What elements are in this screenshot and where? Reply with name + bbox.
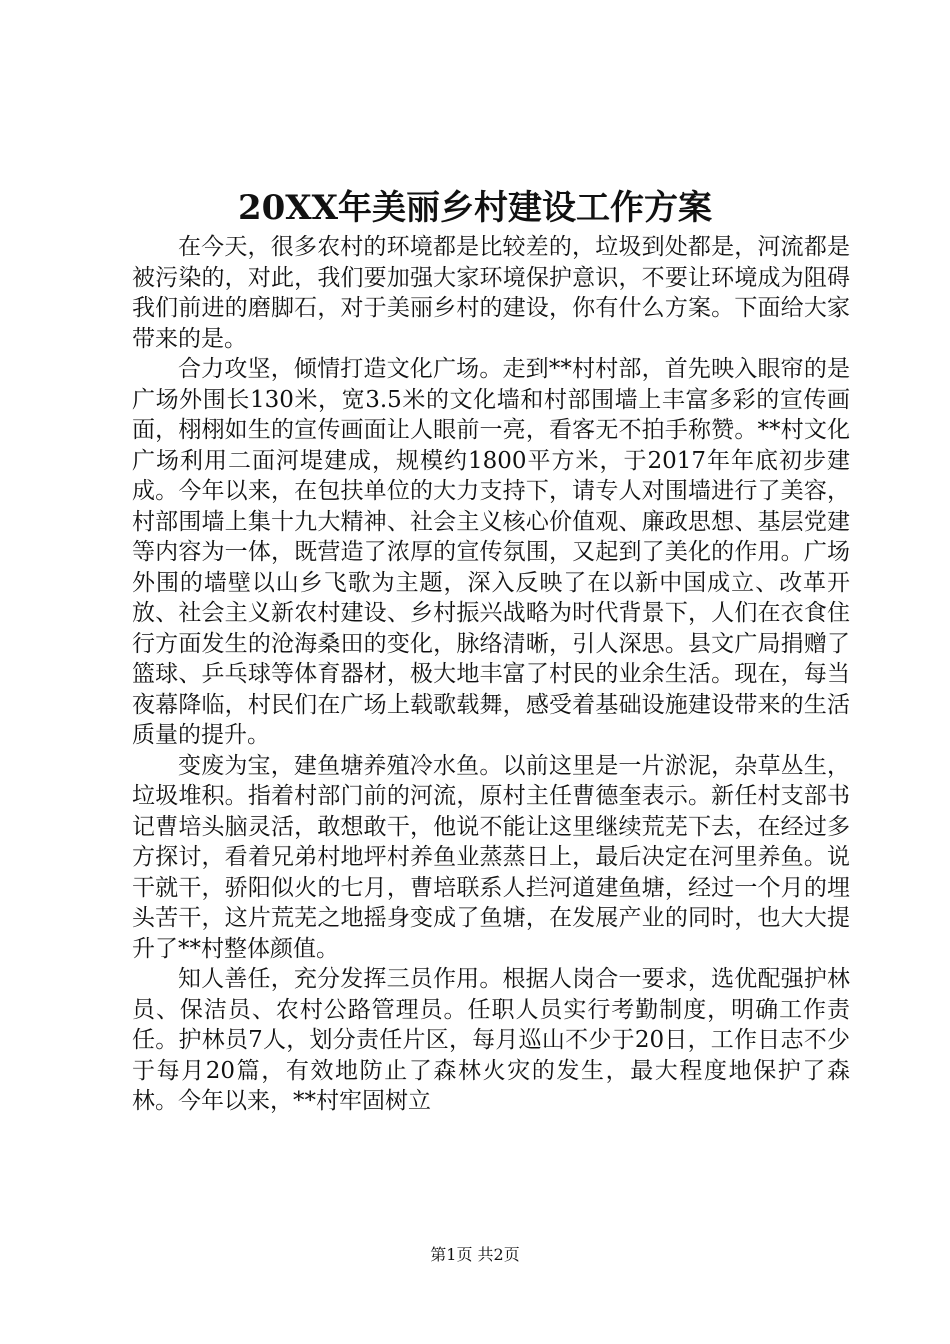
paragraph-fish-pond: 变废为宝，建鱼塘养殖冷水鱼。以前这里是一片淤泥，杂草丛生，垃圾堆积。指着村部门前的河流，原村主任曹德奎表示。新任村支部书记曹培头脑灵活，敢想敢干，他说不能让这里继续荒芜下去，在经过多方探讨，看着兄弟村地坪村养鱼业蒸蒸日上，最后决定在河里养鱼。说干就干，骄阳似火的七月，曹培联系人拦河道建鱼塘，经过一个月的埋头苦干，这片荒芜之地摇身变成了鱼塘，在发展产业的同时，也大大提升了**村整体颜值。 <box>132 752 850 962</box>
paragraph-intro: 在今天，很多农村的环境都是比较差的，垃圾到处都是，河流都是被污染的，对此，我们要加强大家环境保护意识，不要让环境成为阻碍我们前进的磨脚石，对于美丽乡村的建设，你有什么方案。下面给大家带来的是。 <box>132 234 850 352</box>
document-title: 20XX年美丽乡村建设工作方案 <box>237 188 713 228</box>
paragraph-three-staff: 知人善任，充分发挥三员作用。根据人岗合一要求，选优配强护林员、保洁员、农村公路管理员。任职人员实行考勤制度，明确工作责任。护林员7人，划分责任片区，每月巡山不少于20日，工作日志不少于每月20篇，有效地防止了森林火灾的发生，最大程度地保护了森林。今年以来，**村牢固树立 <box>132 966 850 1114</box>
document-body <box>132 232 850 1117</box>
paragraph-cultural-square: 合力攻坚，倾情打造文化广场。走到**村村部，首先映入眼帘的是广场外围长130米，宽3.5米的文化墙和村部围墙上丰富多彩的宣传画面，栩栩如生的宣传画面让人眼前一亮，看客无不拍手称赞。**村文化广场利用二面河堤建成，规模约1800平方米，于2017年年底初步建成。今年以来，在包扶单位的大力支持下，请专人对围墙进行了美容，村部围墙上集十九大精神、社会主义核心价值观、廉政思想、基层党建等内容为一体，既营造了浓厚的宣传氛围，又起到了美化的作用。广场外围的墙壁以山乡飞歌为主题，深入反映了在以新中国成立、改革开放、社会主义新农村建设、乡村振兴战略为时代背景下，人们在衣食住行方面发生的沧海桑田的变化，脉络清晰，引人深思。县文广局捐赠了篮球、乒乓球等体育器材，极大地丰富了村民的业余生活。现在，每当夜幕降临，村民们在广场上载歌载舞，感受着基础设施建设带来的生活质量的提升。 <box>132 356 850 748</box>
page-number-footer: 第1页 共2页 <box>430 1245 520 1264</box>
